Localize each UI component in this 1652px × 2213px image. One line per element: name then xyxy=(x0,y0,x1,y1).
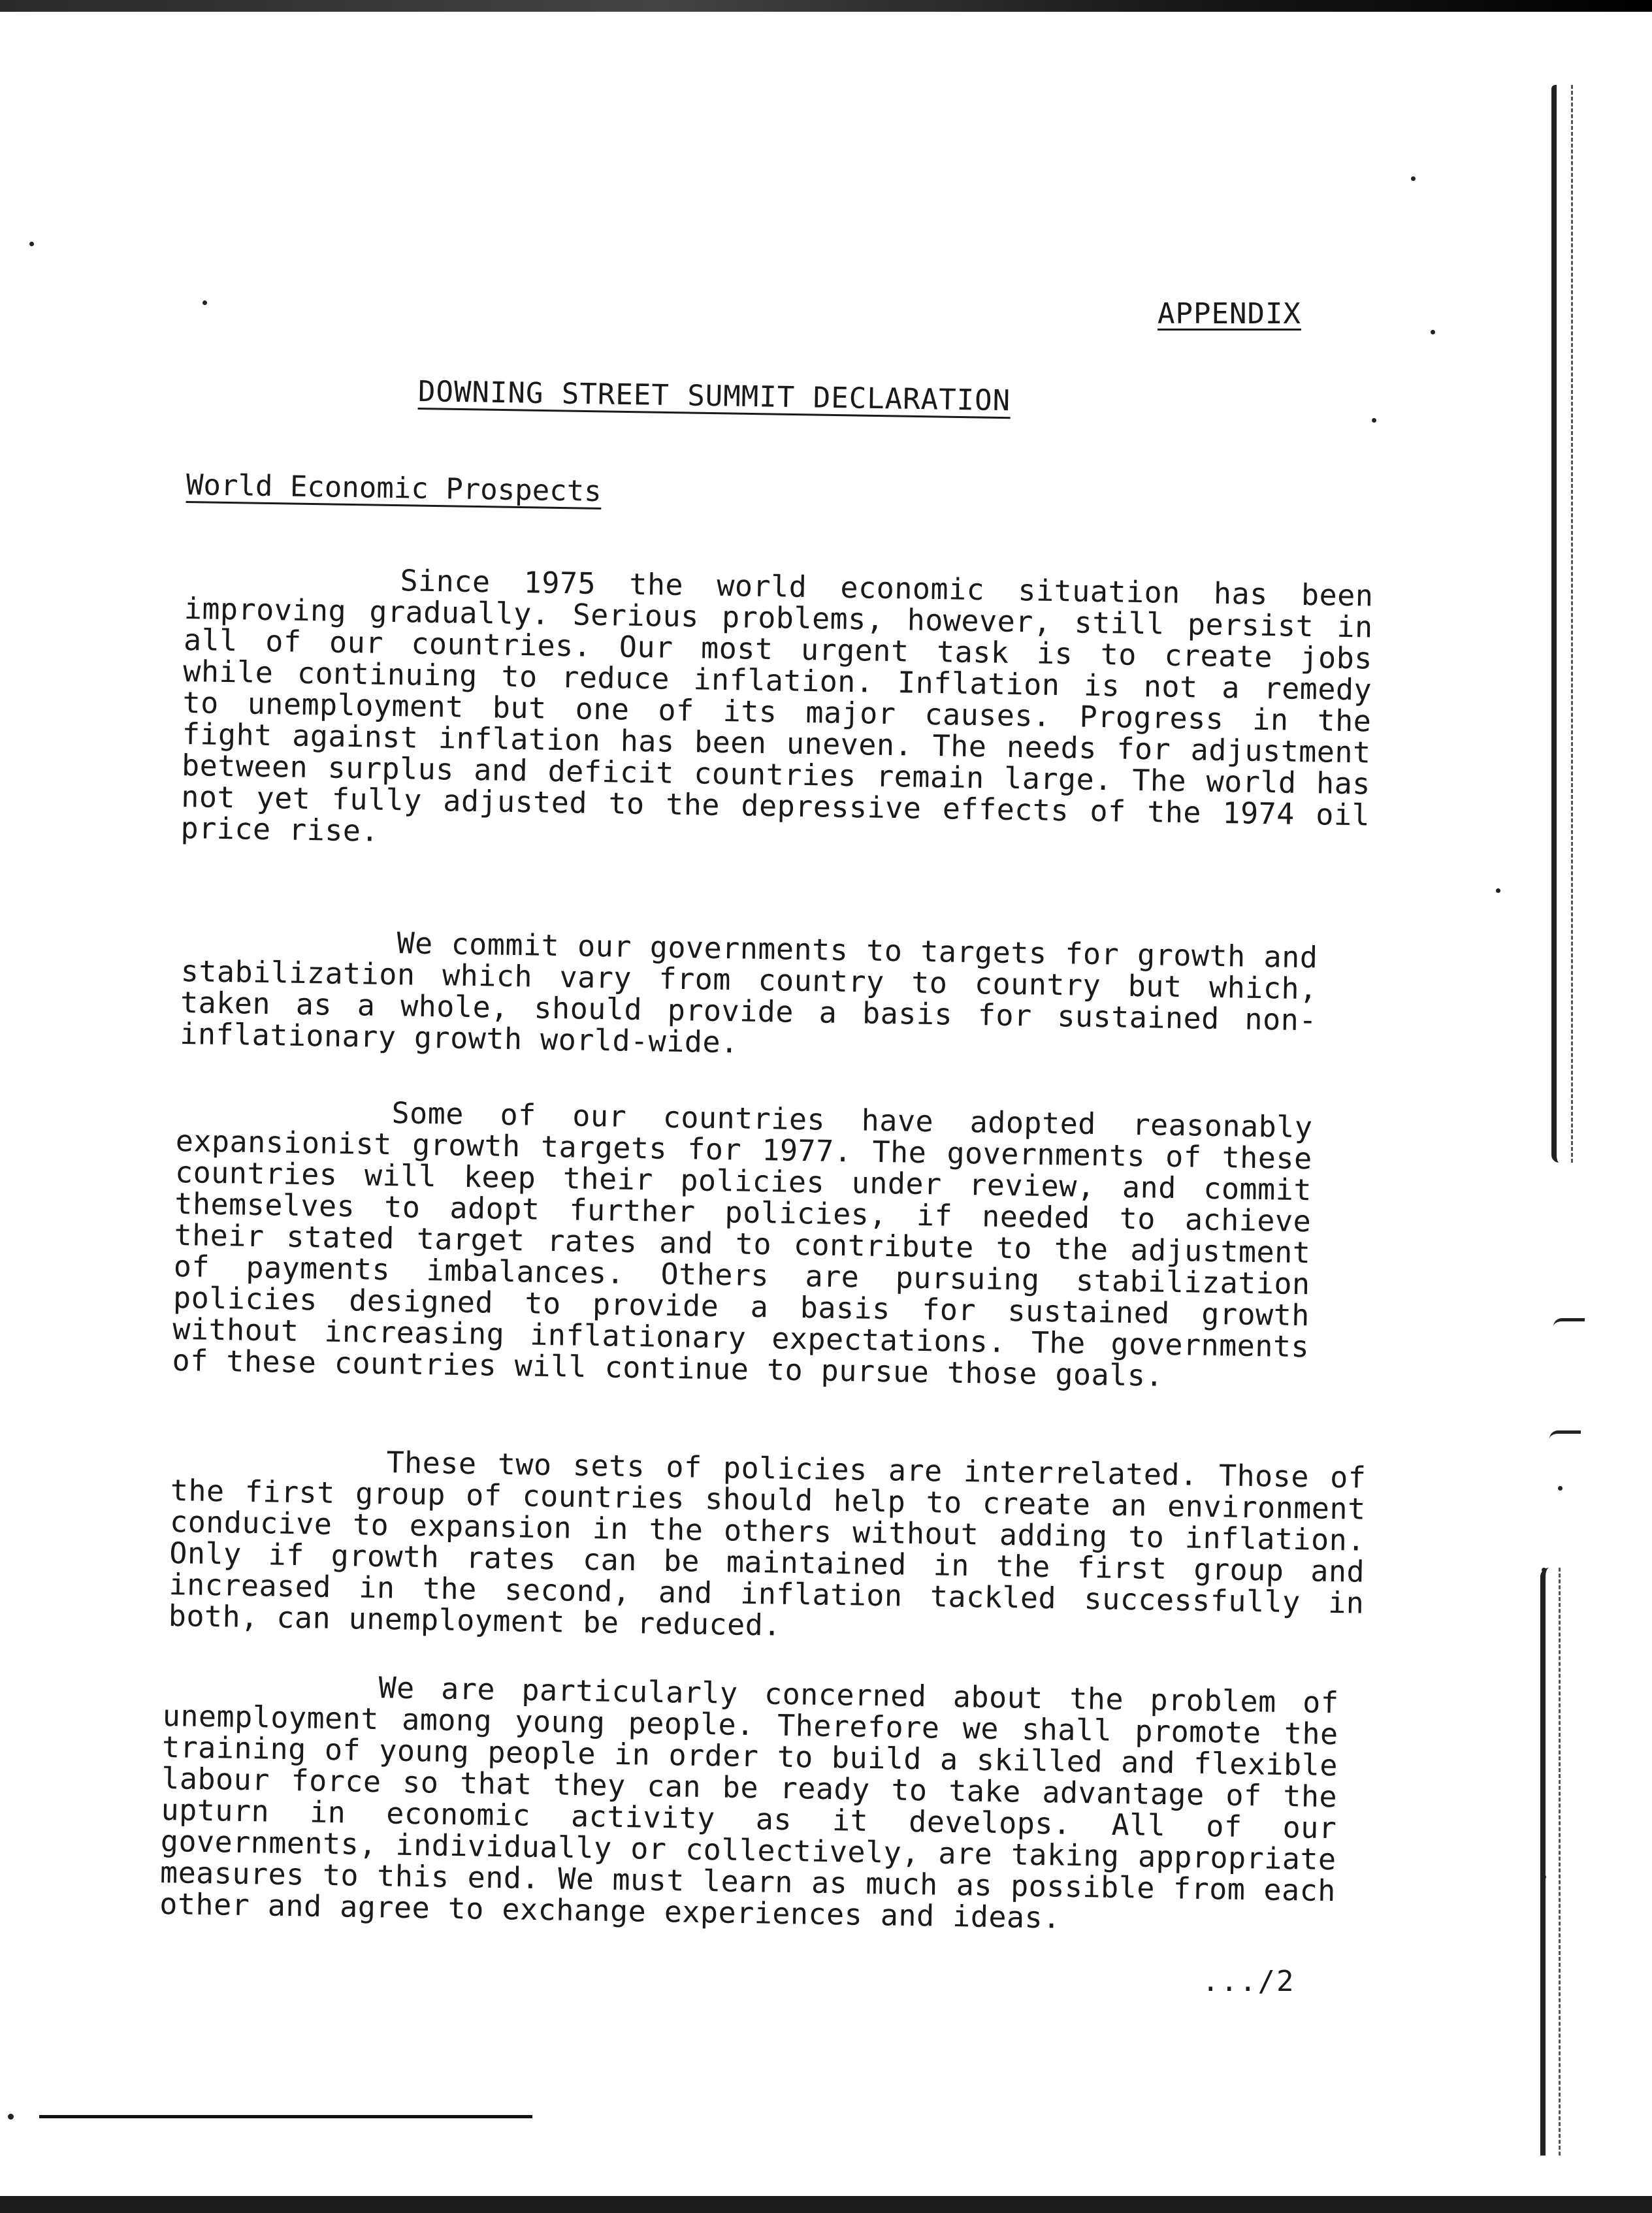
scan-speck xyxy=(1542,1568,1546,1572)
document-title: DOWNING STREET SUMMIT DECLARATION xyxy=(417,375,1011,418)
scan-speck xyxy=(202,300,207,305)
scan-speck xyxy=(1431,330,1435,334)
scan-speck xyxy=(1411,176,1416,181)
scan-speck xyxy=(1558,1486,1563,1491)
paragraph: Since 1975 the world economic situation has been improving gradually. Serious problems, however, still persist in all of our countries. Our most urgent task is to create jobs while continuing to reduce inflation. Inflation is not a remedy to unemployment but one of its major causes. Progress in the fight against inflation has been uneven. The needs for adjustment between surplus and deficit countries remain large. The world has not yet fully adjusted to the depressive effects of the 1974 oil price rise. xyxy=(180,563,1374,848)
scan-bottom-edge xyxy=(0,2196,1652,2213)
paragraph: We commit our governments to targets for growth and stabilization which vary from country to country but which, taken as a whole, should provide a basis for sustained non-inflationary growth world-wide. xyxy=(179,926,1318,1060)
section-heading: World Economic Prospects xyxy=(186,468,602,508)
paragraph: We are particularly concerned about the problem of unemployment among young people. Therefore we shall promote the training of young people in order to build a skilled and flexible labour force so that they can be ready to take advantage of the upturn in economic activity as it develops. All of our governments, individually or collectively, are taking appropriate measures to this end. We must learn as much as possible from each other and agree to exchange experiences and ideas. xyxy=(159,1670,1339,1935)
scan-top-edge xyxy=(0,0,1652,12)
scan-mark xyxy=(1549,1430,1581,1439)
scan-speck xyxy=(1496,888,1500,893)
binding-strip-lower xyxy=(1540,1568,1561,2156)
binding-strip-upper xyxy=(1551,85,1573,1163)
footnote-rule xyxy=(39,2115,532,2118)
paragraph: These two sets of policies are interrelated. Those of the first group of countries should help to create an environment conducive to expansion in the others without adding to inflation. Only if growth rates can be maintained in the first group and increased in the second, and inflation tackled successfully in both, can unemployment be reduced. xyxy=(168,1445,1367,1643)
scan-speck xyxy=(29,242,34,246)
scan-speck xyxy=(8,2114,14,2120)
page-continuation-marker: .../2 xyxy=(1202,1965,1295,1998)
scan-mark xyxy=(1553,1318,1585,1327)
scan-speck xyxy=(1372,418,1376,423)
appendix-label: APPENDIX xyxy=(1158,297,1301,331)
paragraph: Some of our countries have adopted reasonably expansionist growth targets for 1977. The governments of these countries will keep their policies under review, and commit themselves to adopt further policies, if needed to achieve their stated target rates and to contribute to the adjustment of payments imbalances. Others are pursuing stabilization policies designed to provide a basis for sustained growth without increasing inflationary expectations. The governments of these countries will continue to pursue those goals. xyxy=(172,1095,1313,1393)
scan-speck xyxy=(1542,1875,1546,1879)
